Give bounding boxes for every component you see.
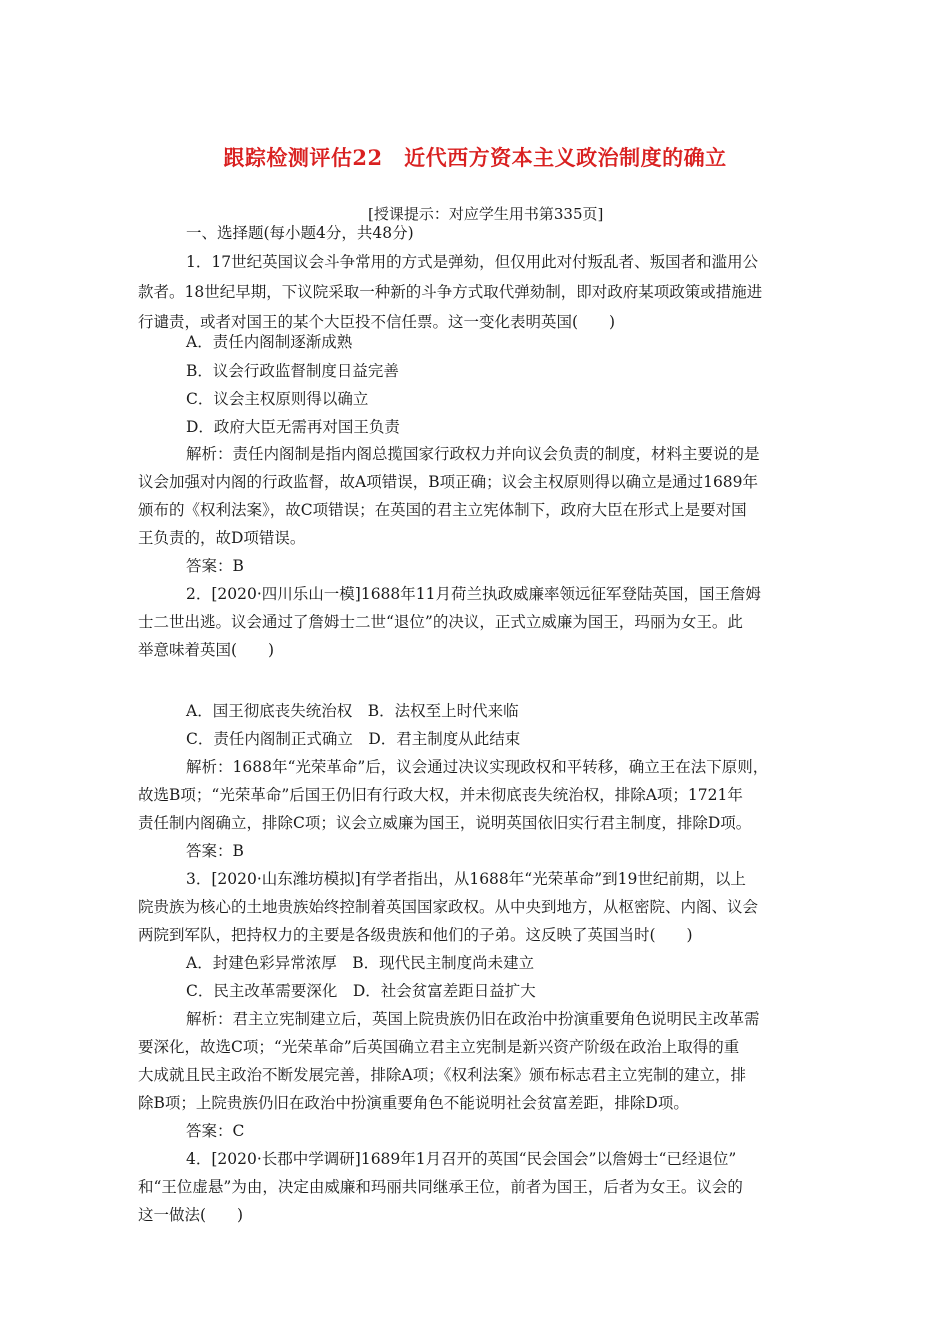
q3-options-ab: A．封建色彩异常浓厚 B．现代民主制度尚未建立 xyxy=(186,954,535,972)
q3-analysis-line: 解析：君主立宪制建立后，英国上院贵族仍旧在政治中扮演重要角色说明民主改革需 xyxy=(186,1010,760,1028)
q1-option-c: C．议会主权原则得以确立 xyxy=(186,390,369,408)
q2-analysis-line: 故选B项；“光荣革命”后国王仍旧有行政大权，并未彻底丧失统治权，排除A项；1721年 xyxy=(138,786,743,804)
teaching-hint: [授课提示：对应学生用书第335页] xyxy=(368,205,604,223)
q3-analysis-line: 要深化，故选C项；“光荣革命”后英国确立君主立宪制是新兴资产阶级在政治上取得的重 xyxy=(138,1038,740,1056)
q1-stem-line: 款者。18世纪早期，下议院采取一种新的斗争方式取代弹劾制，即对政府某项政策或措施进 xyxy=(138,283,763,301)
q1-option-d: D．政府大臣无需再对国王负责 xyxy=(186,418,400,436)
q2-stem-line: 2．[2020·四川乐山一模]1688年11月荷兰执政威廉率领远征军登陆英国，国王詹姆 xyxy=(186,585,762,603)
q3-analysis-line: 大成就且民主政治不断发展完善，排除A项；《权利法案》颁布标志君主立宪制的建立，排 xyxy=(138,1066,746,1084)
q3-answer: 答案：C xyxy=(186,1122,245,1140)
q3-stem-line: 3．[2020·山东潍坊模拟]有学者指出，从1688年“光荣革命”到19世纪前期，以上 xyxy=(186,870,746,888)
q2-analysis-line: 解析：1688年“光荣革命”后，议会通过决议实现政权和平转移，确立王在法下原则， xyxy=(186,758,769,776)
q1-analysis-line: 王负责的，故D项错误。 xyxy=(138,529,306,547)
document-title: 跟踪检测评估22 近代西方资本主义政治制度的确立 xyxy=(223,145,727,170)
q1-stem-line: 行谴责，或者对国王的某个大臣投不信任票。这一变化表明英国( ) xyxy=(138,313,616,331)
q3-stem-line: 院贵族为核心的土地贵族始终控制着英国国家政权。从中央到地方，从枢密院、内阁、议会 xyxy=(138,898,759,916)
q1-answer: 答案：B xyxy=(186,557,244,575)
q1-analysis-line: 解析：责任内阁制是指内阁总揽国家行政权力并向议会负责的制度，材料主要说的是 xyxy=(186,445,760,463)
q3-stem-line: 两院到军队，把持权力的主要是各级贵族和他们的子弟。这反映了英国当时( ) xyxy=(138,926,693,944)
q1-analysis-line: 议会加强对内阁的行政监督，故A项错误，B项正确；议会主权原则得以确立是通过1689年 xyxy=(138,473,759,491)
q2-options-cd: C．责任内阁制正式确立 D．君主制度从此结束 xyxy=(186,730,521,748)
q2-analysis-line: 责任制内阁确立，排除C项；议会立威廉为国王，说明英国依旧实行君主制度，排除D项。 xyxy=(138,814,752,832)
q4-stem-line: 和“王位虚悬”为由，决定由威廉和玛丽共同继承王位，前者为国王，后者为女王。议会的 xyxy=(138,1178,743,1196)
q4-stem-line: 这一做法( ) xyxy=(138,1206,244,1224)
q2-stem-line: 举意味着英国( ) xyxy=(138,641,275,659)
q2-options-ab: A．国王彻底丧失统治权 B．法权至上时代来临 xyxy=(186,702,519,720)
q4-stem-line: 4．[2020·长郡中学调研]1689年1月召开的英国“民会国会”以詹姆士“已经退位” xyxy=(186,1150,737,1168)
q1-option-a: A．责任内阁制逐渐成熟 xyxy=(186,333,353,351)
q3-options-cd: C．民主改革需要深化 D．社会贫富差距日益扩大 xyxy=(186,982,536,1000)
q3-analysis-line: 除B项；上院贵族仍旧在政治中扮演重要角色不能说明社会贫富差距，排除D项。 xyxy=(138,1094,689,1112)
q2-answer: 答案：B xyxy=(186,842,244,860)
q1-stem-line: 1．17世纪英国议会斗争常用的方式是弹劾，但仅用此对付叛乱者、叛国者和滥用公 xyxy=(186,253,759,271)
q2-stem-line: 士二世出逃。议会通过了詹姆士二世“退位”的决议，正式立威廉为国王，玛丽为女王。此 xyxy=(138,613,743,631)
section-heading: 一、选择题(每小题4分，共48分) xyxy=(186,224,414,242)
q1-analysis-line: 颁布的《权利法案》，故C项错误；在英国的君主立宪体制下，政府大臣在形式上是要对国 xyxy=(138,501,747,519)
q1-option-b: B．议会行政监督制度日益完善 xyxy=(186,362,399,380)
